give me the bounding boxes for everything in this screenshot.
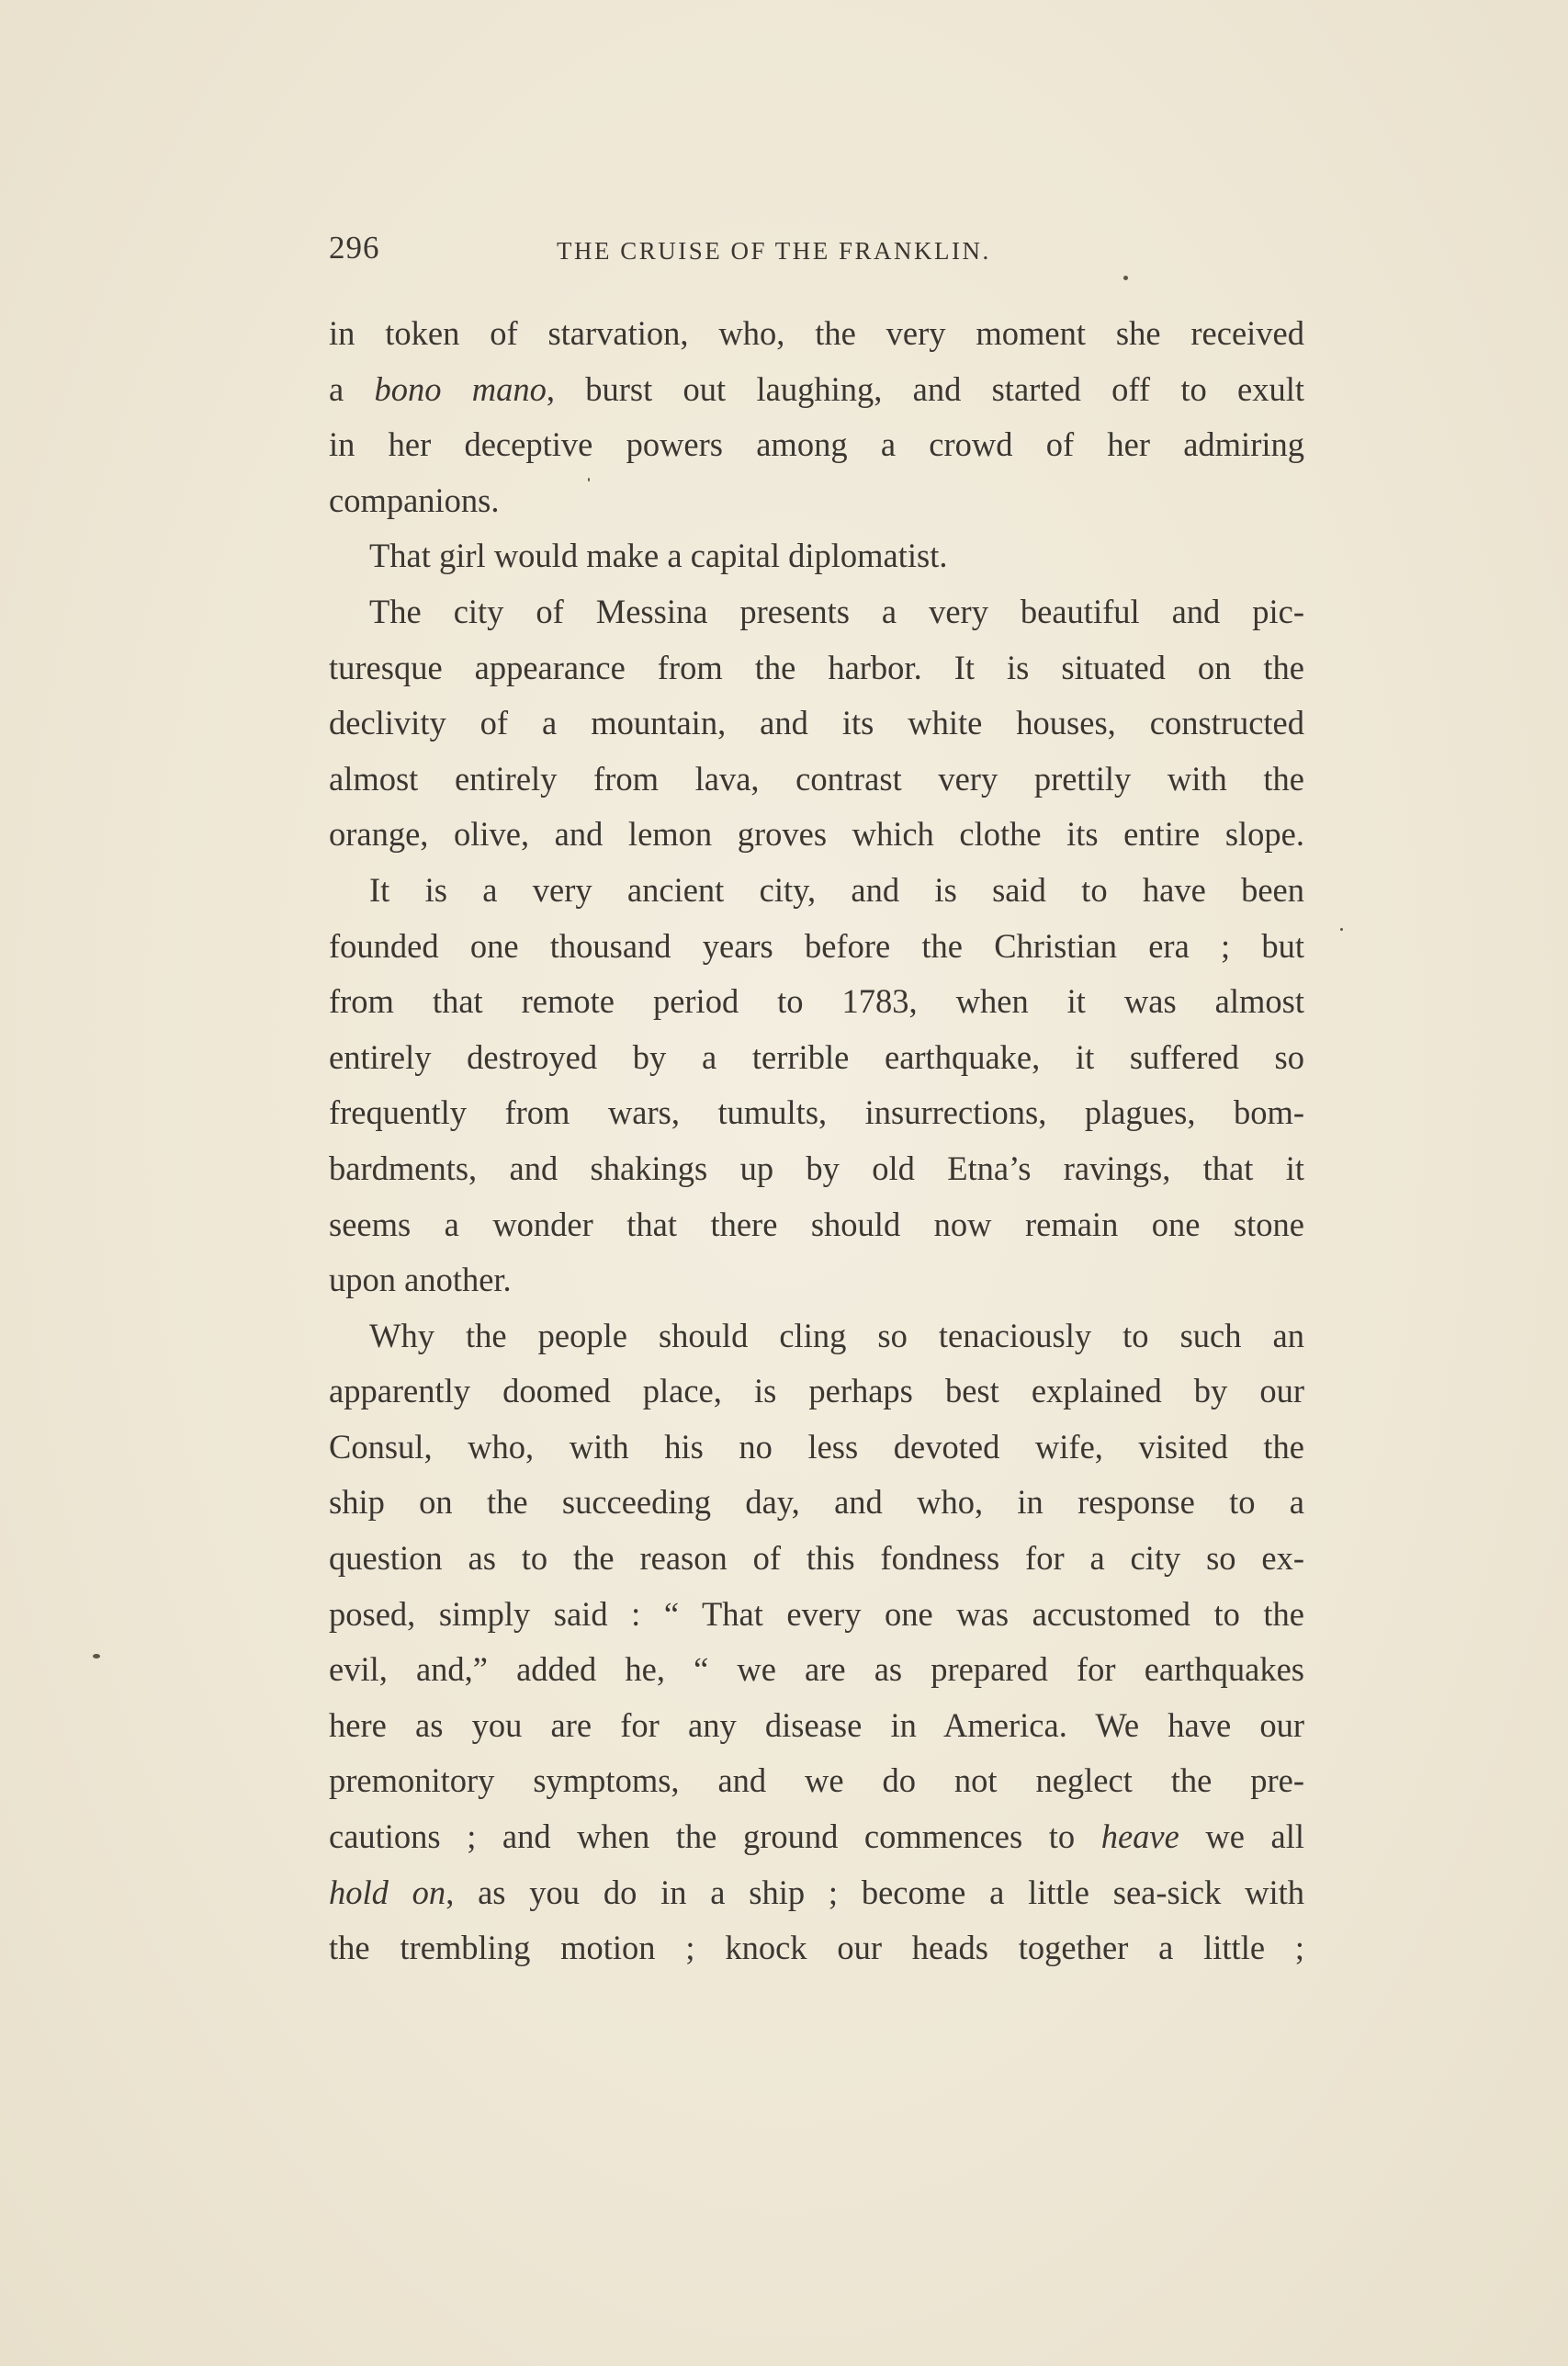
ink-speck (1340, 928, 1343, 931)
line-text: cautions ; and when the ground commences to (329, 1817, 1101, 1856)
line-text: turesque appearance from the harbor. It is situated on the (329, 648, 1304, 686)
text-line (329, 752, 1304, 808)
line-text: from that remote period to 1783, when it was almost (329, 982, 1304, 1021)
text-line (329, 1920, 1304, 1976)
line-text: question as to the reason of this fondness for a city so ex- (329, 1539, 1304, 1578)
text-line (329, 1531, 1304, 1587)
text-line (329, 1030, 1304, 1086)
line-text: entirely destroyed by a terrible earthquake, it suffered so (329, 1037, 1304, 1076)
ink-speck (588, 478, 590, 481)
text-line (329, 1197, 1304, 1253)
text-line (329, 473, 1304, 529)
line-text: frequently from wars, tumults, insurrections, plagues, bom- (329, 1093, 1304, 1132)
text-line (329, 1364, 1304, 1420)
italic-text: hold on (329, 1873, 446, 1911)
line-text: founded one thousand years before the Christian era ; but (329, 926, 1304, 965)
text-line (329, 1753, 1304, 1809)
text-line (329, 528, 1304, 584)
running-title: THE CRUISE OF THE FRANKLIN. (557, 237, 991, 265)
page-header (329, 230, 1321, 285)
line-text: in her deceptive powers among a crowd of her admiring (329, 425, 1304, 464)
italic-text: heave (1100, 1817, 1179, 1856)
ink-speck (93, 1654, 100, 1658)
italic-text: bono mano (374, 369, 547, 408)
text-line (329, 1809, 1304, 1865)
text-line (329, 1587, 1304, 1643)
line-text: evil, and,” added he, “ we are as prepared for earthquakes (329, 1650, 1304, 1689)
line-text: Why the people should cling so tenaciously to such an (369, 1316, 1304, 1354)
text-line (329, 1141, 1304, 1197)
text-line (329, 807, 1304, 863)
line-text: ship on the succeeding day, and who, in response to a (329, 1483, 1304, 1522)
line-text: in token of starvation, who, the very moment she received (329, 314, 1304, 352)
line-text: we all (1179, 1817, 1304, 1856)
line-text: orange, olive, and lemon groves which clothe its entire slope. (329, 815, 1304, 854)
line-text: The city of Messina presents a very beautiful and pic- (369, 592, 1304, 630)
line-text: bardments, and shakings up by old Etna’s ravings, that it (329, 1149, 1304, 1187)
line-text: Consul, who, with his no less devoted wife, visited the (329, 1427, 1304, 1466)
text-line (329, 1308, 1304, 1364)
line-text: apparently doomed place, is perhaps best explained by our (329, 1372, 1304, 1410)
page-number: 296 (329, 230, 380, 266)
text-line (329, 1252, 1304, 1308)
line-text: , as you do in a ship ; become a little sea-sick with (446, 1873, 1304, 1911)
line-text: here as you are for any disease in America. We have our (329, 1705, 1304, 1744)
text-line (329, 1698, 1304, 1754)
ink-speck (1123, 276, 1128, 280)
line-text: It is a very ancient city, and is said to have been (369, 870, 1304, 909)
line-text: a (329, 369, 375, 408)
line-text: the trembling motion ; knock our heads together a little ; (329, 1929, 1304, 1967)
text-line (329, 417, 1304, 473)
text-line (329, 1865, 1304, 1921)
line-text: companions. (329, 481, 500, 519)
line-text: almost entirely from lava, contrast very prettily with the (329, 759, 1304, 798)
line-text: , burst out laughing, and started off to exult (546, 369, 1305, 408)
text-line (329, 863, 1304, 919)
text-line (329, 640, 1304, 696)
body-text (329, 306, 1304, 1976)
text-line (329, 362, 1304, 418)
text-line (329, 1420, 1304, 1476)
line-text: That girl would make a capital diplomatist. (369, 537, 948, 575)
text-line (329, 1085, 1304, 1141)
text-line (329, 974, 1304, 1030)
line-text: upon another. (329, 1261, 512, 1299)
text-line (329, 1475, 1304, 1531)
line-text: posed, simply said : “ That every one was accustomed to the (329, 1594, 1304, 1633)
line-text: premonitory symptoms, and we do not neglect the pre- (329, 1761, 1304, 1800)
text-line (329, 306, 1304, 362)
line-text: declivity of a mountain, and its white houses, constructed (329, 704, 1304, 742)
text-line (329, 696, 1304, 752)
text-line (329, 919, 1304, 975)
line-text: seems a wonder that there should now remain one stone (329, 1205, 1304, 1243)
text-line (329, 1642, 1304, 1698)
text-line (329, 584, 1304, 640)
